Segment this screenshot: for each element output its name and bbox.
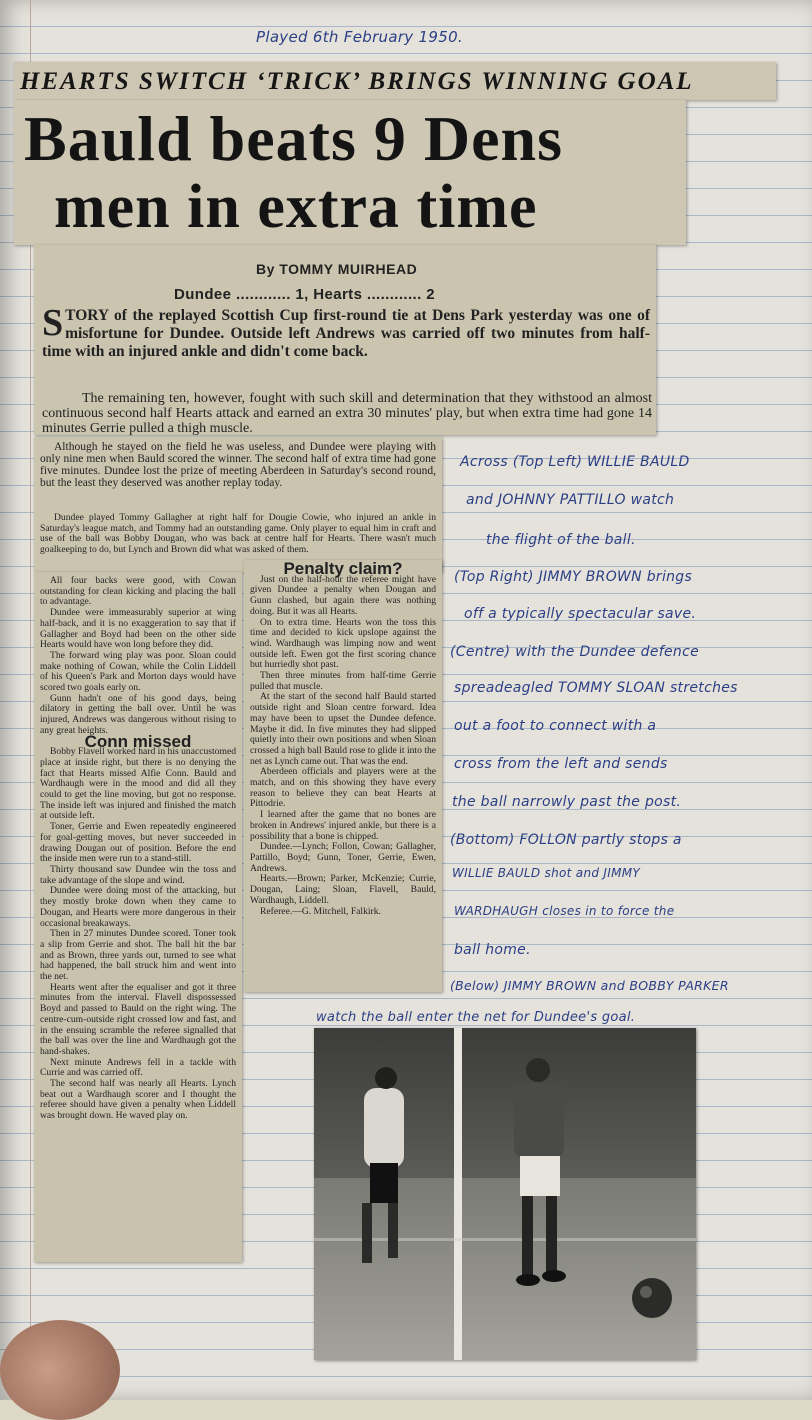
- subhead-penalty-claim: Penalty claim?: [283, 560, 403, 578]
- column-b-paragraph: At the start of the second half Bauld started outside right and Sloan centre forward. Idea may have been to upset the Dundee defence. Maybe it did. In five minutes they had slipped quietly into their own positions and when Sloan crossed a high ball Bauld rose to glide it into the net as Lynch came out. That was the end.: [250, 691, 436, 767]
- column-b-paragraph: Just on the half-hour the referee might have given Dundee a penalty when Dougan and Gunn clashed, but again there was nothing doing. But it was all Hearts.: [250, 573, 436, 617]
- headline-line-2: men in extra time: [54, 173, 538, 241]
- team-hearts: Hearts.—Brown; Parker, McKenzie; Currie, Dougan, Laing; Sloan, Flavell, Bauld, Wardhaugh, Liddell.: [250, 873, 436, 906]
- column-a-paragraph: Toner, Gerrie and Ewen repeatedly engineered for goal-getting moves, but never succeeded in drawing Dougan out of position. Before the end the inside men were run to a stand-still.: [40, 821, 236, 865]
- match-score: Dundee ............ 1, Hearts ............ 2: [174, 286, 436, 303]
- note-line: out a foot to connect with a: [454, 718, 657, 734]
- note-line: (Top Right) JIMMY BROWN brings: [454, 569, 693, 585]
- column-b: [244, 560, 442, 992]
- note-line: off a typically spectacular save.: [464, 606, 697, 622]
- note-line: (Centre) with the Dundee defence: [450, 644, 699, 660]
- note-line: spreadeagled TOMMY SLOAN stretches: [454, 680, 738, 696]
- paragraph-gallagher: Dundee played Tommy Gallagher at right half for Dougie Cowie, who injured an ankle in Saturday's league match, and Tommy had an outstanding game. Only player to equal him in craft and use of the ball was Bobby Dougan, who was back at centre half for Hearts. There wasn't much goalkeeping to do, but Lynch and Brown did what was asked of them.: [40, 512, 436, 555]
- team-dundee: Dundee.—Lynch; Follon, Cowan; Gallagher, Pattillo, Boyd; Gunn, Toner, Gerrie, Ewen, Andrews.: [250, 841, 436, 874]
- note-line: ball home.: [454, 942, 531, 958]
- column-a-paragraph: Hearts went after the equaliser and got it three minutes from the interval. Flavell dispossessed Boyd and passed to Bauld on the right wing. The centre-cum-outside right crossed low and fast, and in the ensuing scramble the referee signalled that the ball was over the line and Wardhaugh got the hand-shakes.: [40, 981, 236, 1057]
- column-a: [34, 572, 242, 1262]
- column-a-paragraph: Bobby Flavell worked hard in his unaccustomed place at inside right, but there is no denying the fact that Hearts missed Alfie Conn. Bauld and Wardhaugh were in the mood and did all they could to get the line moving, but got no response. The inside left was injured and finished the match at outside left.: [40, 746, 236, 822]
- handwritten-date: Played 6th February 1950.: [256, 28, 463, 46]
- strapline: HEARTS SWITCH ‘TRICK’ BRINGS WINNING GOAL: [20, 68, 694, 95]
- subhead-conn-missed: Conn missed: [84, 731, 192, 751]
- paragraph-stayed-on: Although he stayed on the field he was useless, and Dundee were playing with only nine men when Bauld scored the winner. The second half of extra time had gone five minutes. Dundee lost the prize of meeting Aberdeen in Saturday's second round, but the least they deserved was another replay today.: [40, 441, 436, 489]
- note-line: (Below) JIMMY BROWN and BOBBY PARKER: [450, 978, 729, 993]
- holding-thumb: [0, 1320, 120, 1420]
- note-line: and JOHNNY PATTILLO watch: [466, 492, 675, 508]
- note-line: cross from the left and sends: [454, 756, 668, 772]
- referee: Referee.—G. Mitchell, Falkirk.: [260, 905, 381, 917]
- lead-paragraph: [42, 302, 650, 361]
- note-line: Across (Top Left) WILLIE BAULD: [460, 454, 690, 470]
- column-a-paragraph: The second half was nearly all Hearts. Lynch beat out a Wardhaugh scorer and I thought the referee should have given a penalty when Liddell was brought down. He waved play on.: [40, 1078, 236, 1122]
- column-b-paragraph: Then three minutes from half-time Gerrie pulled that muscle.: [250, 670, 436, 692]
- note-line: watch the ball enter the net for Dundee's goal.: [316, 1010, 636, 1025]
- match-photo-illustration: [314, 1028, 696, 1360]
- paragraph-remaining-ten: The remaining ten, however, fought with such skill and determination that they withstood an almost continuous second half Hearts attack and earned an extra 30 minutes' play, but when extra time had gone 14 minutes Gerrie pulled a thigh muscle.: [42, 391, 652, 436]
- column-a-paragraph: Gunn hadn't one of his good days, being dilatory in getting the ball over. Until he was injured, Andrews was dangerous without rising to any great heights.: [40, 692, 236, 736]
- column-a-paragraph: The forward wing play was poor. Sloan could make nothing of Cowan, while the Colin Liddell of his Queen's Park and Morton days would have scored two goals early on.: [40, 649, 236, 694]
- byline: By TOMMY MUIRHEAD: [256, 261, 418, 277]
- column-a-paragraph: Then in 27 minutes Dundee scored. Toner took a slip from Gerrie and shot. The ball hit the bar and as Brown, three yards out, turned to see what had happened, the ball struck him and went into the net.: [40, 928, 236, 983]
- drop-cap: S: [42, 302, 64, 344]
- column-a-paragraph: Dundee were immeasurably superior at wing half-back, and it is no exaggeration to say that if Gallagher and Boyd had been on the other side Hearts would have won long before they did.: [40, 607, 236, 651]
- column-a-paragraph: All four backs were good, with Cowan outstanding for clean kicking and placing the ball to advantage.: [40, 575, 236, 608]
- note-line: the ball narrowly past the post.: [452, 794, 682, 810]
- column-b-paragraph: On to extra time. Hearts won the toss this time and decided to kick upslope against the wind. Wardhaugh was limping now and went outside left. Ewen got the first scoring chance but hurriedly shot past.: [250, 616, 436, 671]
- lead-text: TORY of the replayed Scottish Cup first-round tie at Dens Park yesterday was one of misfortune for Dundee. Outside left Andrews was carried off two minutes from half-time with an injured ankle and didn't come back.: [42, 307, 650, 360]
- headline-clipping: [14, 100, 686, 245]
- body-clipping: [34, 437, 442, 572]
- column-b-paragraph: Aberdeen officials and players were at the match, and on this showing they have every reason to believe they can beat Hearts at Pittodrie.: [250, 766, 436, 810]
- note-line: (Bottom) FOLLON partly stops a: [450, 832, 682, 848]
- column-b-paragraph: I learned after the game that no bones are broken in Andrews' injured ankle, but there is a possibility that a bone is chipped.: [250, 809, 436, 842]
- headline-line-1: Bauld beats 9 Dens: [24, 103, 563, 174]
- strapline-clipping: [14, 62, 776, 100]
- note-line: the flight of the ball.: [486, 532, 636, 548]
- note-line: WILLIE BAULD shot and JIMMY: [452, 866, 641, 880]
- column-a-paragraph: Thirty thousand saw Dundee win the toss and take advantage of the slope and wind.: [40, 863, 236, 886]
- match-photo: [314, 1028, 696, 1360]
- column-a-paragraph: Dundee were doing most of the attacking, but they mostly broke down when they came to Dougan, and Hearts were more dangerous in their occasional breakaways.: [40, 885, 236, 929]
- intro-clipping: [34, 245, 656, 435]
- column-a-paragraph: Next minute Andrews fell in a tackle with Currie and was carried off.: [40, 1056, 236, 1079]
- note-line: WARDHAUGH closes in to force the: [454, 904, 675, 918]
